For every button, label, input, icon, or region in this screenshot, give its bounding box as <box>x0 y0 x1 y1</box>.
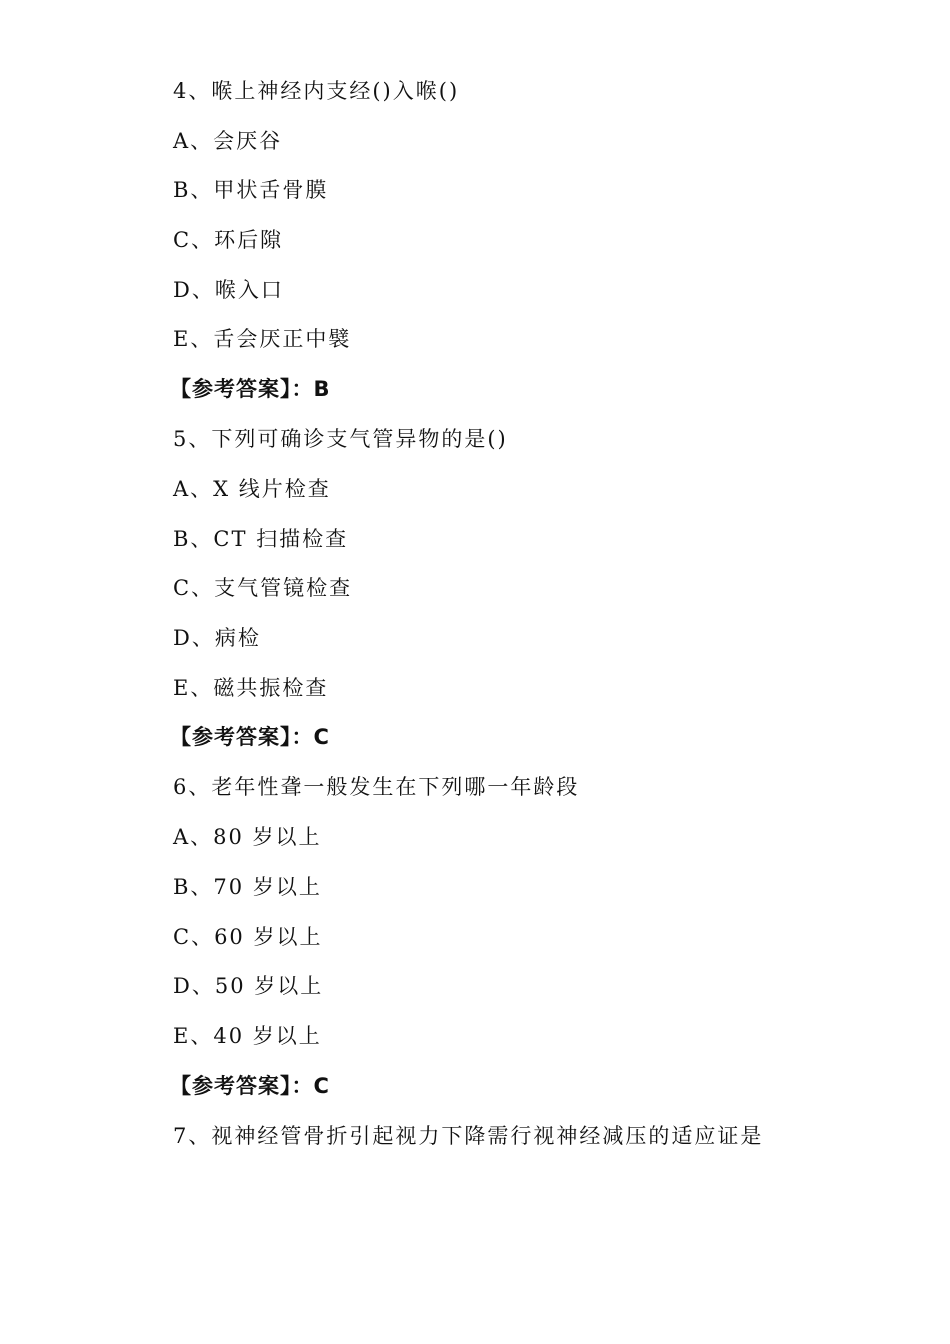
question-5-answer: 【参考答案】：C <box>170 725 330 749</box>
question-5-option-b: B、CT 扫描检查 <box>173 527 349 551</box>
question-4-option-d: D、喉入口 <box>173 278 284 302</box>
question-5-option-e: E、磁共振检查 <box>173 676 329 700</box>
question-4-option-a: A、会厌谷 <box>173 129 283 153</box>
question-5-option-c: C、支气管镜检查 <box>173 576 353 600</box>
question-6-stem: 6、老年性聋一般发生在下列哪一年龄段 <box>173 775 580 799</box>
question-6-option-e: E、40 岁以上 <box>173 1024 322 1048</box>
question-4-option-e: E、舌会厌正中襞 <box>173 327 352 351</box>
question-4-option-c: C、环后隙 <box>173 228 284 252</box>
question-6-answer: 【参考答案】：C <box>170 1074 330 1098</box>
question-5-option-d: D、病检 <box>173 626 261 650</box>
question-6-option-c: C、60 岁以上 <box>173 925 323 949</box>
question-5-stem: 5、下列可确诊支气管异物的是() <box>173 427 508 451</box>
question-7-stem: 7、视神经管骨折引起视力下降需行视神经减压的适应证是 <box>173 1124 764 1148</box>
question-4-stem: 4、喉上神经内支经()入喉() <box>173 79 460 103</box>
question-6-option-b: B、70 岁以上 <box>173 875 322 899</box>
question-4-option-b: B、甲状舌骨膜 <box>173 178 329 202</box>
question-6-option-d: D、50 岁以上 <box>173 974 324 998</box>
question-5-option-a: A、X 线片检查 <box>173 477 331 501</box>
question-4-answer: 【参考答案】：B <box>170 377 331 401</box>
question-6-option-a: A、80 岁以上 <box>173 825 322 849</box>
